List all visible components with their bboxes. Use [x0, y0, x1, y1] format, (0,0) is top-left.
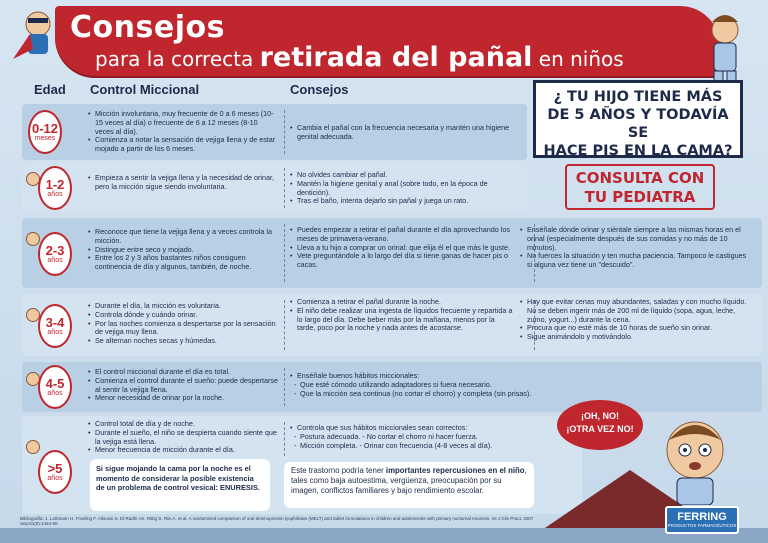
age-badge	[28, 110, 62, 154]
age-unit: años	[47, 390, 63, 397]
list-item: • Puedes empezar a retirar el pañal durante el día aprovechando los meses de primavera-verano.	[290, 226, 515, 244]
age-badge	[38, 166, 72, 210]
title-big: retirada del pañal	[259, 42, 533, 73]
ferring-sub: PRODUCTOS FARMACÉUTICOS	[667, 523, 737, 528]
list-item: • Control total de día y de noche.	[88, 420, 278, 429]
age-unit: años	[47, 329, 63, 336]
list-item: • Controla que sus hábitos miccionales sean correctos:	[290, 424, 560, 433]
extra-list	[520, 226, 750, 270]
age-badge	[38, 450, 72, 494]
divider	[284, 300, 285, 350]
question-box	[533, 80, 743, 158]
consejos-list	[290, 298, 515, 333]
list-item: • Durante el día, la micción es voluntaria.	[88, 302, 278, 311]
header-edad: Edad	[34, 82, 66, 97]
divider	[284, 168, 285, 208]
title-line1: Consejos	[70, 10, 225, 45]
list-item: • Comienza a notar la sensación de vejiga llena y de estar mojado a partir de los 6 meses.	[88, 136, 278, 154]
list-subitem: - Que la micción sea continua (no cortar el chorro) y completa (sin prisas).	[290, 390, 550, 399]
list-subitem: - Postura adecuada. - No cortar el chorro ni hacer fuerza.	[290, 433, 560, 442]
list-item: • El control miccional durante el día es total.	[88, 368, 278, 377]
age-unit: años	[47, 475, 63, 482]
question-line: DE 5 AÑOS Y TODAVÍA SE	[547, 107, 729, 141]
consejos-list	[290, 124, 515, 142]
age-number: 0-12	[31, 121, 59, 136]
control-list	[88, 302, 278, 346]
control-list	[88, 420, 278, 455]
city-skyline	[0, 528, 768, 543]
list-item: • Menor frecuencia de micción durante el día.	[88, 446, 278, 455]
age-number: 1-2	[45, 177, 65, 192]
note2-text-a: Este trastorno podría tener	[291, 466, 386, 475]
consulta-line: CONSULTA CON	[575, 169, 705, 187]
ferring-logo	[665, 506, 739, 534]
toddler-face-icon	[26, 232, 40, 246]
row-1-2	[22, 164, 527, 212]
list-item: • Menor necesidad de orinar por la noche.	[88, 394, 278, 403]
list-item: • Tras el baño, intenta dejarlo sin pañal y juega un rato.	[290, 197, 515, 206]
divider	[284, 110, 285, 154]
age-number: >5	[47, 461, 63, 476]
row-4-5	[22, 362, 762, 412]
age-number: 3-4	[45, 315, 65, 330]
list-item: • Procura que no esté más de 10 horas de sueño sin orinar.	[520, 324, 750, 333]
list-item: • Micción involuntaria, muy frecuente de 0 a 6 meses (10-15 veces al día) o frecuente de 6 a 12 meses (8-10 veces al día).	[88, 110, 278, 136]
list-item: • Empieza a sentir la vejiga llena y la necesidad de orinar, pero la micción sigue siendo involuntaria.	[88, 174, 278, 192]
age-number: 4-5	[45, 376, 65, 391]
worried-boy-icon	[655, 410, 735, 505]
ferring-name: FERRING	[677, 511, 727, 523]
speech-bubble	[557, 400, 643, 450]
bubble-line: ¡OTRA VEZ NO!	[566, 424, 634, 434]
list-item: • Entre los 2 y 3 años bastantes niños consiguen continencia de día y algunos, también, de noche.	[88, 254, 278, 272]
list-item: • Lleva a tu hijo a comprar un orinal: que elija él el que más le guste.	[290, 244, 515, 253]
age-badge	[38, 232, 72, 276]
control-list	[88, 174, 278, 192]
note2-text-b: importantes repercusiones en el niño	[385, 466, 525, 475]
consejos-list	[290, 226, 515, 270]
list-item: • Reconoce que tiene la vejiga llena y a veces controla la micción.	[88, 228, 278, 246]
repercusiones-note	[284, 462, 534, 508]
consulta-line: TU PEDIATRA	[584, 188, 696, 206]
list-subitem: - Micción completa. - Orinar con frecuencia (4-8 veces al día).	[290, 442, 560, 451]
superhero-kid-icon	[8, 4, 68, 64]
list-item: • Mantén la higiene genital y anal (sobre todo, en la época de dentición).	[290, 180, 515, 198]
list-item: • Cambia el pañal con la frecuencia necesaria y mantén una higiene genital adecuada.	[290, 124, 515, 142]
list-item: • Por las noches comienza a despertarse por la sensación de vejiga muy llena.	[88, 320, 278, 338]
control-list	[88, 110, 278, 154]
list-item: • Controla dónde y cuándo orinar.	[88, 311, 278, 320]
list-item: • Se alternan noches secas y húmedas.	[88, 337, 278, 346]
list-item: • Hay que evitar cenas muy abundantes, saladas y con mucho líquido. No se deben ingerir más de 200 ml de líquido (sopa, agua, leche, zumo, yogurt...) durante la cena.	[520, 298, 750, 324]
list-item: • Durante el sueño, el niño se despierta cuando siente que la vejiga está llena.	[88, 429, 278, 447]
note2-text-c: , tales como baja autoestima, vergüenza, preocupación por su imagen, conflictos familiares y bajo rendimiento escolar.	[291, 466, 527, 495]
title-pre: para la correcta	[95, 47, 254, 71]
header-control: Control Miccional	[90, 82, 200, 97]
bubble-line: ¡OH, NO!	[581, 411, 619, 421]
row-2-3	[22, 218, 762, 288]
extra-list	[520, 298, 750, 342]
list-item: • Comienza el control durante el sueño: puede despertarse al sentir la vejiga llena.	[88, 377, 278, 395]
divider	[284, 368, 285, 406]
list-subitem: - Que esté cómodo utilizando adaptadores si fuera necesario.	[290, 381, 550, 390]
consejos-list	[290, 372, 550, 398]
age-badge	[38, 304, 72, 348]
row-0-12	[22, 104, 527, 160]
header-consejos: Consejos	[290, 82, 349, 97]
consejos-list	[290, 171, 515, 206]
title-post: en niños	[538, 47, 624, 71]
question-line: HACE PIS EN LA CAMA?	[543, 143, 733, 159]
bibliography: Bibliografía: 1. Lottmann H, Froeling F, Alloussi S, El-Radhi AS, Rittig S, Riis A, et al. A randomised comparison of oral desmopressin lyophilisate (MELT) and tablet formulations in children and adolescents with primary nocturnal enuresis. Int J Clin Pract. 2007 Sep;61(9):1454-60.	[20, 516, 534, 526]
list-item: • El niño debe realizar una ingesta de líquidos frecuente y repartida a lo largo del día. Debe beber más por la mañana, menos por la tarde, poco por la noche y nada antes de acostarse.	[290, 307, 515, 333]
list-item: • Sigue animándolo y motivándolo.	[520, 333, 750, 342]
list-item: • Enséñale buenos hábitos miccionales:	[290, 372, 550, 381]
age-badge	[38, 365, 72, 409]
age-unit: años	[47, 191, 63, 198]
list-item: • Comienza a retirar el pañal durante la noche.	[290, 298, 515, 307]
enuresis-note: Si sigue mojando la cama por la noche es el momento de considerar la posible existencia de un problema de control vesical: ENURESIS.	[90, 459, 270, 511]
list-item: • Enséñale dónde orinar y siéntale siempre a las mismas horas en el orinal (especialmente después de sus comidas y no más de 10 minutos).	[520, 226, 750, 252]
list-item: • Vete preguntándole a lo largo del día si tiene ganas de hacer pis o cacas.	[290, 252, 515, 270]
divider	[284, 422, 285, 456]
age-unit: años	[47, 257, 63, 264]
list-item: • No olvides cambiar el pañal.	[290, 171, 515, 180]
age-unit: meses	[34, 135, 56, 142]
divider	[284, 224, 285, 282]
child-face-icon	[26, 440, 40, 454]
control-list	[88, 368, 278, 403]
title-line2	[95, 42, 624, 73]
list-item: • Distingue entre seco y mojado.	[88, 246, 278, 255]
list-item: • No fuerces la situación y ten mucha paciencia. Tampoco le castigues si alguna vez tiene un "descuido".	[520, 252, 750, 270]
question-line: ¿ TU HIJO TIENE MÁS	[553, 89, 723, 105]
row-3-4	[22, 294, 762, 356]
age-number: 2-3	[45, 243, 65, 258]
consejos-list	[290, 424, 560, 450]
control-list	[88, 228, 278, 272]
consulta-stamp	[565, 164, 715, 210]
